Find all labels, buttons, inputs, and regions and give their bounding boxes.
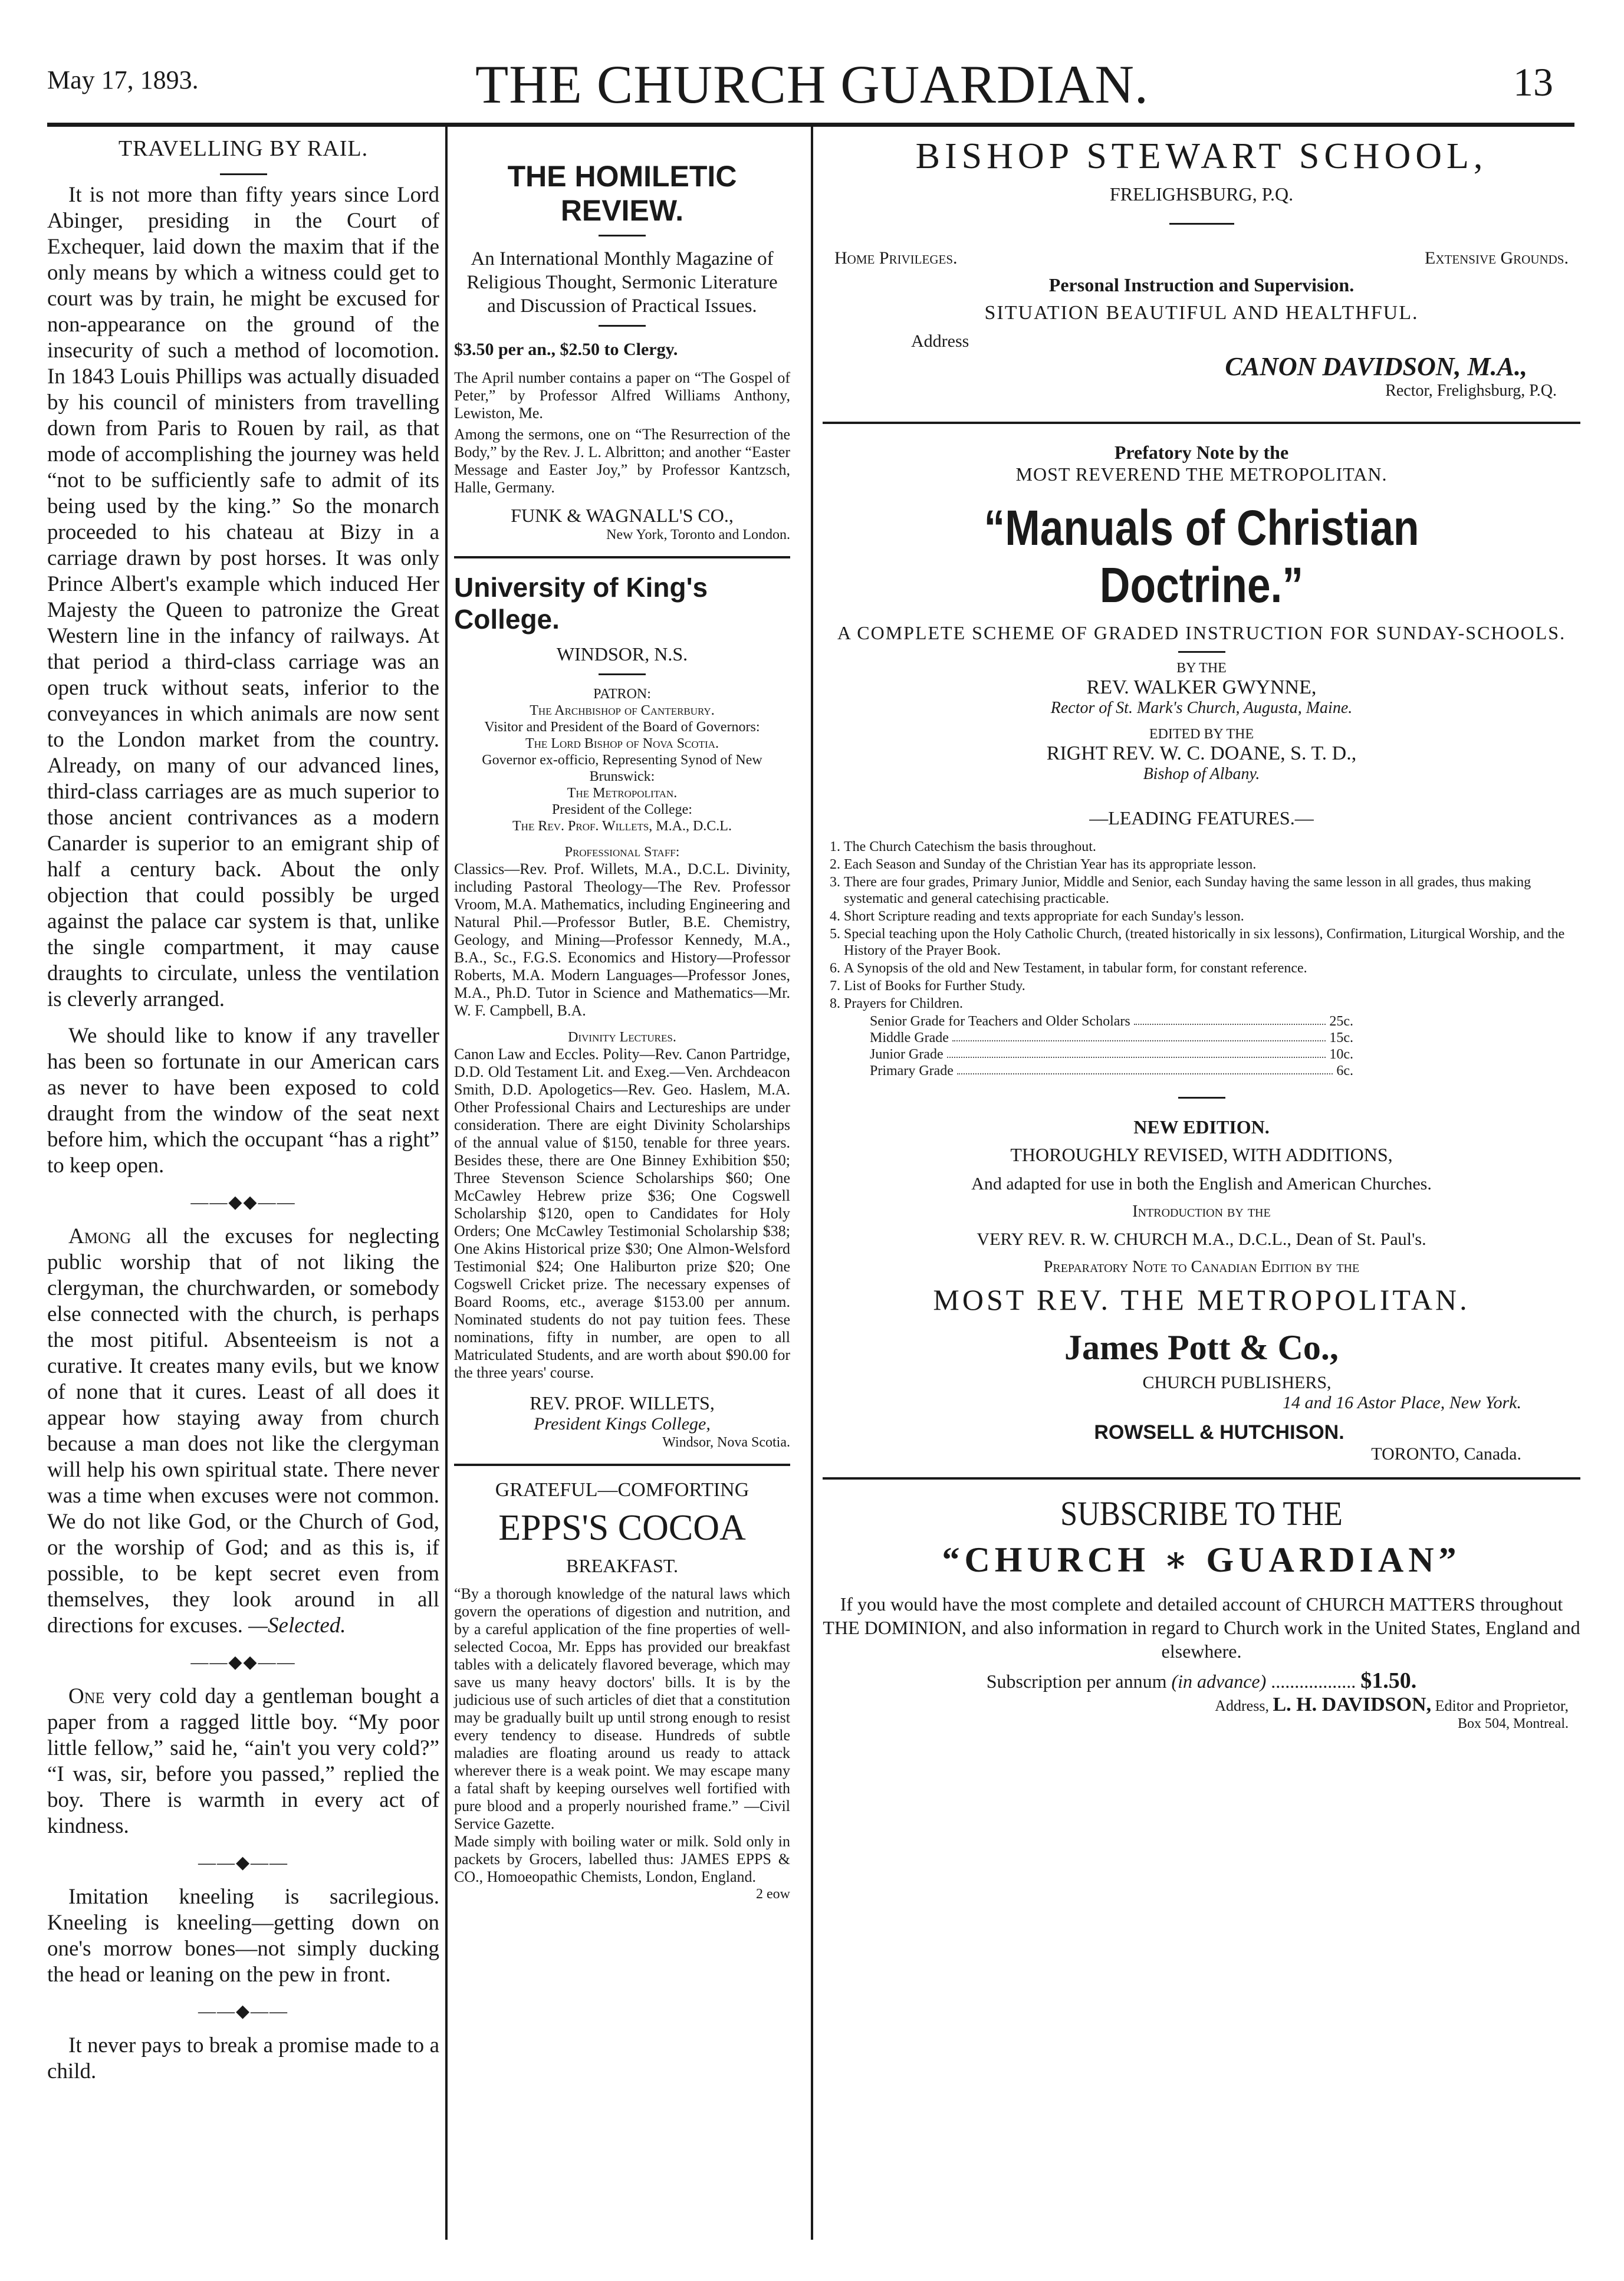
header-rule	[47, 123, 1574, 127]
ornament-divider: ——◆——	[198, 2001, 289, 2021]
address-label: Address,	[1215, 1697, 1269, 1714]
price-list	[823, 1013, 1353, 1079]
editor-title: Bishop of Albany.	[1143, 765, 1260, 783]
article-paragraph: Imitation kneeling is sacrilegious. Kneeling is kneeling—getting down on one's morrow bones—not simply ducking the head or leaning on the pew in front.	[47, 1885, 439, 1987]
sub-price: $1.50.	[1360, 1668, 1417, 1693]
column-1	[47, 136, 439, 2095]
signature-location: Windsor, Nova Scotia.	[662, 1435, 790, 1450]
price-value: 25c.	[1329, 1014, 1353, 1029]
epps-made: Made simply with boiling water or milk. Sold only in packets by Grocers, labelled thus: JAMES EPPS & CO., Homoeopathic Chemists, London, England.	[454, 1833, 790, 1885]
governor: The Metropolitan.	[567, 785, 678, 801]
section-rule	[454, 556, 790, 558]
homiletic-publisher: FUNK & WAGNALL'S CO.,	[511, 505, 734, 526]
revised: THOROUGHLY REVISED, WITH ADDITIONS,	[1010, 1144, 1393, 1165]
ornament-divider: ——◆——	[198, 1853, 289, 1872]
epps-line3: BREAKFAST.	[566, 1555, 678, 1576]
divider	[220, 173, 267, 175]
label: PATRON:	[593, 686, 651, 702]
most-rev: MOST REV. THE METROPOLITAN.	[933, 1283, 1470, 1316]
section-rule	[454, 1464, 790, 1466]
by-label: BY THE	[1176, 660, 1227, 676]
feature-item: 3. There are four grades, Primary Junior, Middle and Senior, each Sunday having the same lesson in all grades, thus making systematic and general catechising practicable.	[844, 874, 1580, 907]
epps-title: EPPS'S COCOA	[498, 1508, 746, 1548]
church-publishers: CHURCH PUBLISHERS,	[1142, 1373, 1332, 1392]
school-home: Home Privileges.	[834, 248, 958, 268]
homiletic-title: THE HOMILETIC REVIEW.	[507, 160, 737, 227]
kings-place: WINDSOR, N.S.	[556, 643, 688, 665]
adapted: And adapted for use in both the English and American Churches.	[971, 1174, 1432, 1194]
leader-dots: ..................	[1271, 1671, 1356, 1692]
feature-item: 8. Prayers for Children.	[844, 995, 1580, 1012]
homiletic-description: An International Monthly Magazine of Religious Thought, Sermonic Literature and Discussion of Practical Issues.	[466, 248, 778, 317]
price-label: Primary Grade	[870, 1063, 954, 1079]
rowsell: ROWSELL & HUTCHISON.	[1094, 1421, 1344, 1444]
article-paragraph	[47, 1224, 439, 1639]
leader-dots	[947, 1046, 1326, 1058]
attribution: —Selected.	[248, 1613, 346, 1638]
church-dean: VERY REV. R. W. CHURCH M.A., D.C.L., Dean of St. Paul's.	[977, 1230, 1426, 1249]
column-3	[823, 136, 1580, 1732]
divinity-list: Canon Law and Eccles. Polity—Rev. Canon Partridge, D.D. Old Testament Lit. and Exeg.—Ven. Archdeacon Smith, D.D. Apologetics—Rev. Geo. Haslem, M.A. Other Professional Chairs and Lectureships are under consideration. There are eight Divinity Scholarships of the annual value of $150, tenable for three years. Besides these, there are One Binney Exhibition $50; Three Stevenson Science Scholarships $60; One McCawley Hebrew prize $36; One Cogswell Scholarship $120, open to Candidates for Holy Orders; One McCawley Testimonial Scholarship $38; One Akins Historical prize $30; One Almon-Welsford Testimonial $24; One Haliburton prize $20; One Cogswell Cricket prize. The necessary expenses of Board Rooms, etc., average $153.00 per annum. Nominated students do not pay tuition fees. These nominations, fifty in number, are open to all Matriculated Students, and are worth about $90.00 for the three years' course.	[454, 1046, 790, 1381]
publisher-location: New York, Toronto and London.	[606, 527, 790, 543]
epps-code: 2 eow	[756, 1886, 790, 1902]
section-rule	[823, 1477, 1580, 1480]
subscribe-line2: “CHURCH ∗ GUARDIAN”	[942, 1540, 1461, 1579]
prep-label: Preparatory Note to Canadian Edition by the	[1043, 1258, 1360, 1276]
price-value: 10c.	[1329, 1047, 1353, 1062]
ornament-divider: ——◆◆——	[190, 1652, 296, 1672]
column-2	[454, 136, 790, 1902]
price-label: Middle Grade	[870, 1030, 949, 1046]
price-label: Senior Grade for Teachers and Older Scholars	[870, 1014, 1130, 1029]
label: Visitor and President of the Board of Governors:	[484, 719, 760, 735]
edited-label: EDITED BY THE	[1149, 727, 1254, 742]
lead-word: Among	[68, 1224, 132, 1248]
prefatory-note: Prefatory Note by the	[1114, 442, 1289, 463]
divider	[1178, 1097, 1225, 1099]
price-row	[823, 1046, 1353, 1063]
feature-item: 5. Special teaching upon the Holy Catholic Church, (treated historically in six lessons), Confirmation, Liturgical Worship, and the History of the Prayer Book.	[844, 926, 1580, 959]
metropolitan: MOST REVEREND THE METROPOLITAN.	[1015, 464, 1388, 485]
feature-item: 1. The Church Catechism the basis throughout.	[844, 839, 1580, 855]
feature-item: 2. Each Season and Sunday of the Christian Year has its appropriate lesson.	[844, 856, 1580, 873]
paragraph-text: very cold day a gentleman bought a paper from a ragged little boy. “My poor little fellow,” said he, “ain't you very cold?” “I was, sir, before you passed,” replied the boy. There is warmth in every act of kindness.	[47, 1684, 439, 1838]
divider	[1178, 651, 1225, 653]
new-edition: NEW EDITION.	[1133, 1116, 1270, 1138]
divider	[1169, 223, 1234, 225]
column-rule-2	[811, 127, 813, 2240]
label: Professional Staff:	[564, 844, 680, 860]
feature-item: 7. List of Books for Further Study.	[844, 978, 1580, 994]
leader-dots	[1134, 1013, 1326, 1025]
paragraph-text: all the excuses for neglecting public worship that of not liking the clergyman, the churchwarden, or somebody else connected with the church, is perhaps the most pitiful. Absenteeism is not a curative. It creates many evils, but we know of none that it cures. Least of all does it appear how staying away from church because a man does not like the clergyman will help his own spiritual state. There never was a time when excuses were not common. We do not like God, or the Church of God, or the worship of God; and as this is, if possible, to be kept secret even from themselves, they look around in all directions for excuses.	[47, 1224, 439, 1638]
president: The Rev. Prof. Willets, M.A., D.C.L.	[512, 819, 732, 834]
address-box: Box 504, Montreal.	[1458, 1716, 1569, 1731]
price-row	[823, 1013, 1353, 1030]
address-label: Address	[911, 331, 969, 351]
signature-title: President Kings College,	[534, 1414, 711, 1434]
masthead-title: THE CHURCH GUARDIAN.	[475, 54, 1149, 114]
signature-name: REV. PROF. WILLETS,	[530, 1392, 715, 1414]
homiletic-note: The April number contains a paper on “The Gospel of Peter,” by Professor Alfred Williams Anthony, Lewiston, Me.	[454, 369, 790, 422]
article-paragraph	[47, 1684, 439, 1839]
subscribe-body: If you would have the most complete and detailed account of CHURCH MATTERS throughout THE DOMINION, and also information in regard to Church work in the United States, England and elsewhere.	[823, 1593, 1580, 1662]
divider	[599, 673, 646, 675]
feature-item: 4. Short Scripture reading and texts appropriate for each Sunday's lesson.	[844, 908, 1580, 925]
leader-dots	[952, 1030, 1326, 1041]
kings-title: University of King's College.	[454, 572, 708, 635]
author: REV. WALKER GWYNNE,	[1086, 676, 1317, 698]
school-rector: Rector, Frelighsburg, P.Q.	[1385, 382, 1557, 400]
sub-note: (in advance)	[1171, 1671, 1267, 1692]
school-contact: CANON DAVIDSON, M.A.,	[1225, 352, 1527, 381]
feature-item: 6. A Synopsis of the old and New Testament, in tabular form, for constant reference.	[844, 960, 1580, 977]
school-place: FRELIGHSBURG, P.Q.	[1109, 183, 1294, 205]
epps-line1: GRATEFUL—COMFORTING	[495, 1479, 749, 1501]
subscription-line	[823, 1668, 1580, 1694]
school-grounds: Extensive Grounds.	[1425, 248, 1569, 268]
author-title: Rector of St. Mark's Church, Augusta, Maine.	[1050, 699, 1353, 717]
toronto: TORONTO, Canada.	[1371, 1444, 1521, 1464]
address-name: L. H. DAVIDSON,	[1273, 1694, 1432, 1715]
patron: The Archbishop of Canterbury.	[530, 703, 715, 718]
school-title: BISHOP STEWART SCHOOL,	[915, 136, 1488, 176]
lead-word: One	[68, 1684, 105, 1708]
label: President of the College:	[552, 802, 692, 817]
school-situation: SITUATION BEAUTIFUL AND HEALTHFUL.	[984, 302, 1419, 324]
price-label: Junior Grade	[870, 1047, 944, 1062]
label: Governor ex-officio, Representing Synod of New Brunswick:	[482, 752, 762, 784]
column-rule-1	[445, 127, 448, 2240]
article-paragraph: It is not more than fifty years since Lord Abinger, presiding in the Court of Exchequer, laid down the maxim that if the only means by which a witness could get to court was by train, he might be excused for non-appearance on the ground of the insecurity of such a method of locomotion. In 1843 Louis Phillips was actually disuaded by his council of ministers from travelling down from Paris to Rouen by rail, as that mode of accomplishing the journey was held “not to be sufficiently safe to admit of its being used by the king.” So the monarch proceeded to his chateau at Bizy in a carriage drawn by post horses. It was only Prince Albert's example which induced Her Majesty the Queen to patronize the Great Western line in the infancy of railways. At that period a third-class carriage was an open truck without seats, inferior to the conveyances in which animals are now sent to the London market from the country. Already, on many of our advanced lines, third-class carriages are as much superior to those ancient contrivances as a modern Canarder is superior to an emigrant ship of half a century back. About the only objection that could possibly be urged against the palace car system is that, unlike the single compartment, it may cause draughts to circulate, unless the ventilation is cleverly arranged.	[47, 183, 439, 1011]
homiletic-price: $3.50 per an., $2.50 to Clergy.	[454, 340, 678, 359]
price-value: 15c.	[1329, 1030, 1353, 1046]
subscribe-address	[823, 1694, 1580, 1716]
price-row	[823, 1030, 1353, 1046]
pott-address: 14 and 16 Astor Place, New York.	[1282, 1393, 1521, 1412]
sub-label: Subscription per annum	[986, 1671, 1167, 1692]
divider	[599, 235, 646, 236]
epps-body: “By a thorough knowledge of the natural laws which govern the operations of digestion and nutrition, and by a careful application of the fine properties of well-selected Cocoa, Mr. Epps has provided our breakfast tables with a delicately flavored beverage, which may save us many heavy doctors' bills. It is by the judicious use of such articles of diet that a constitution may be gradually built up until strong enough to resist every tendency to disease. Hundreds of subtle maladies are floating around us ready to attack wherever there is a weak point. We may escape many a fatal shaft by keeping ourselves well fortified with pure blood and a properly nourished frame.” —Civil Service Gazette.	[454, 1585, 790, 1832]
address-role: Editor and Proprietor,	[1435, 1697, 1569, 1714]
publisher-pott: James Pott & Co.,	[1064, 1328, 1339, 1367]
header-date: May 17, 1893.	[47, 65, 199, 94]
visitor: The Lord Bishop of Nova Scotia.	[525, 736, 719, 751]
manuals-title: “Manuals of Christian Doctrine.”	[984, 500, 1419, 613]
section-rule	[823, 422, 1580, 424]
features-heading: —LEADING FEATURES.—	[1089, 807, 1314, 829]
staff-list: Classics—Rev. Prof. Willets, M.A., D.C.L. Divinity, including Pastoral Theology—The Rev. Professor Vroom, M.A. Mathematics, including Engineering and Natural Phil.—Professor Butler, B.E. Chemistry, Geology, and Mining—Professor Kennedy, M.A., B.A., Sc., F.G.S. Economics and History—Professor Roberts, M.A. Modern Languages—Professor Jones, M.A., Ph.D. Tutor in Science and Mathematics—Mr. W. F. Campbell, B.A.	[454, 860, 790, 1019]
school-personal: Personal Instruction and Supervision.	[1048, 274, 1355, 295]
intro-label: Introduction by the	[1132, 1202, 1271, 1221]
article-paragraph: We should like to know if any traveller has been so fortunate in our American cars as never to have been exposed to cold draught from the window of the seat next before him, which the occupant “has a right” to keep open.	[47, 1024, 439, 1178]
editor: RIGHT REV. W. C. DOANE, S. T. D.,	[1046, 742, 1357, 764]
article-heading: TRAVELLING BY RAIL.	[118, 136, 369, 161]
school-features	[823, 248, 1580, 268]
page-number: 13	[1513, 60, 1553, 104]
divider	[599, 325, 646, 327]
subscribe-line1: SUBSCRIBE TO THE	[1060, 1494, 1343, 1533]
price-row	[823, 1063, 1353, 1079]
leader-dots	[957, 1063, 1333, 1074]
features-list	[823, 839, 1580, 1012]
ornament-divider: ——◆◆——	[190, 1192, 296, 1212]
article-paragraph: It never pays to break a promise made to a child.	[47, 2033, 439, 2083]
manuals-subtitle: A COMPLETE SCHEME OF GRADED INSTRUCTION FOR SUNDAY-SCHOOLS.	[837, 622, 1566, 643]
homiletic-note: Among the sermons, one on “The Resurrection of the Body,” by the Rev. J. L. Albritton; and another “Easter Message and Easter Joy,” by Professor Kantzsch, Halle, Germany.	[454, 426, 790, 496]
label: Divinity Lectures.	[568, 1030, 676, 1045]
price-value: 6c.	[1336, 1063, 1353, 1079]
